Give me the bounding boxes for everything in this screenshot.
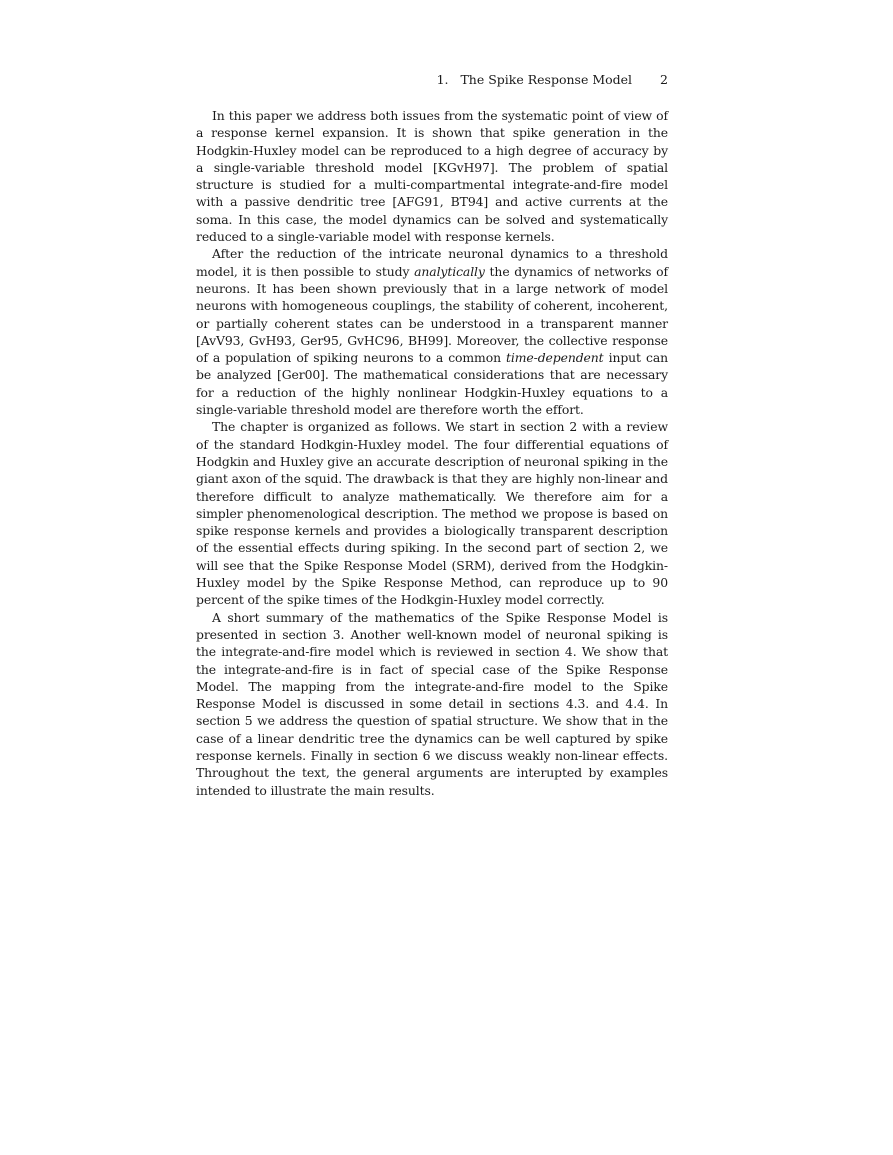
paragraph-2 bbox=[196, 245, 668, 418]
running-head bbox=[196, 72, 668, 88]
emphasis-time-dependent: time-dependent bbox=[506, 350, 604, 366]
page-number: 2 bbox=[660, 72, 668, 87]
paragraph-3: The chapter is organized as follows. We start in section 2 with a review of the standard Hodkgin-Huxley model. The four differential equations of Hodgkin and Huxley give an accurate description of neuronal spiking in the giant axon of the squid. The drawback is that they are highly non-linear and therefore difficult to analyze mathematically. We therefore aim for a simpler phenomenological description. The method we propose is based on spike response kernels and provides a biologically transparent description of the essential effects during spiking. In the second part of section 2, we will see that the Spike Response Model (SRM), derived from the Hodgkin-Huxley model by the Spike Response Method, can reproduce up to 90 percent of the spike times of the Hodkgin-Huxley model correctly. bbox=[196, 419, 668, 608]
paragraph-4: A short summary of the mathematics of the Spike Response Model is presented in section 3. Another well-known model of neuronal spiking is the integrate-and-fire model which is reviewed in section 4. We show that the integrate-and-fire is in fact of special case of the Spike Response Model. The mapping from the integrate-and-fire model to the Spike Response Model is discussed in some detail in sections 4.3. and 4.4. In section 5 we address the question of spatial structure. We show that in the case of a linear dendritic tree the dynamics can be well captured by spike response kernels. Finally in section 6 we discuss weakly non-linear effects. Throughout the text, the general arguments are interupted by examples intended to illustrate the main results. bbox=[196, 609, 668, 798]
paragraph-2-part-1: After the reduction of the intricate neuronal dynamics to a threshold model, it is then possible to study bbox=[196, 246, 668, 279]
paragraph-2-part-2: the dynamics of networks of neurons. It has been shown previously that in a large network of model neurons with homogeneous couplings, the stability of coherent, incoherent, or partially coherent states can be understood in a transparent manner [AvV93, GvH93, Ger95, GvHC96, BH99]. Moreover, the collective response of a population of spiking neurons to a common bbox=[196, 263, 669, 366]
section-number: 1. bbox=[436, 72, 449, 87]
emphasis-analytically: analytically bbox=[414, 263, 485, 279]
section-title: The Spike Response Model bbox=[460, 72, 633, 87]
running-head-section bbox=[437, 72, 632, 88]
body-text bbox=[196, 107, 668, 799]
paragraph-2-part-3: input can be analyzed [Ger00]. The mathematical considerations that are necessary for a reduction of the highly nonlinear Hodgkin-Huxley equations to a single-variable threshold model are therefore worth the effort. bbox=[196, 350, 668, 418]
paragraph-1: In this paper we address both issues from the systematic point of view of a response kernel expansion. It is shown that spike generation in the Hodgkin-Huxley model can be reproduced to a high degree of accuracy by a single-variable threshold model [KGvH97]. The problem of spatial structure is studied for a multi-compartmental integrate-and-fire model with a passive dendritic tree [AFG91, BT94] and active currents at the soma. In this case, the model dynamics can be solved and systematically reduced to a single-variable model with response kernels. bbox=[196, 108, 668, 245]
